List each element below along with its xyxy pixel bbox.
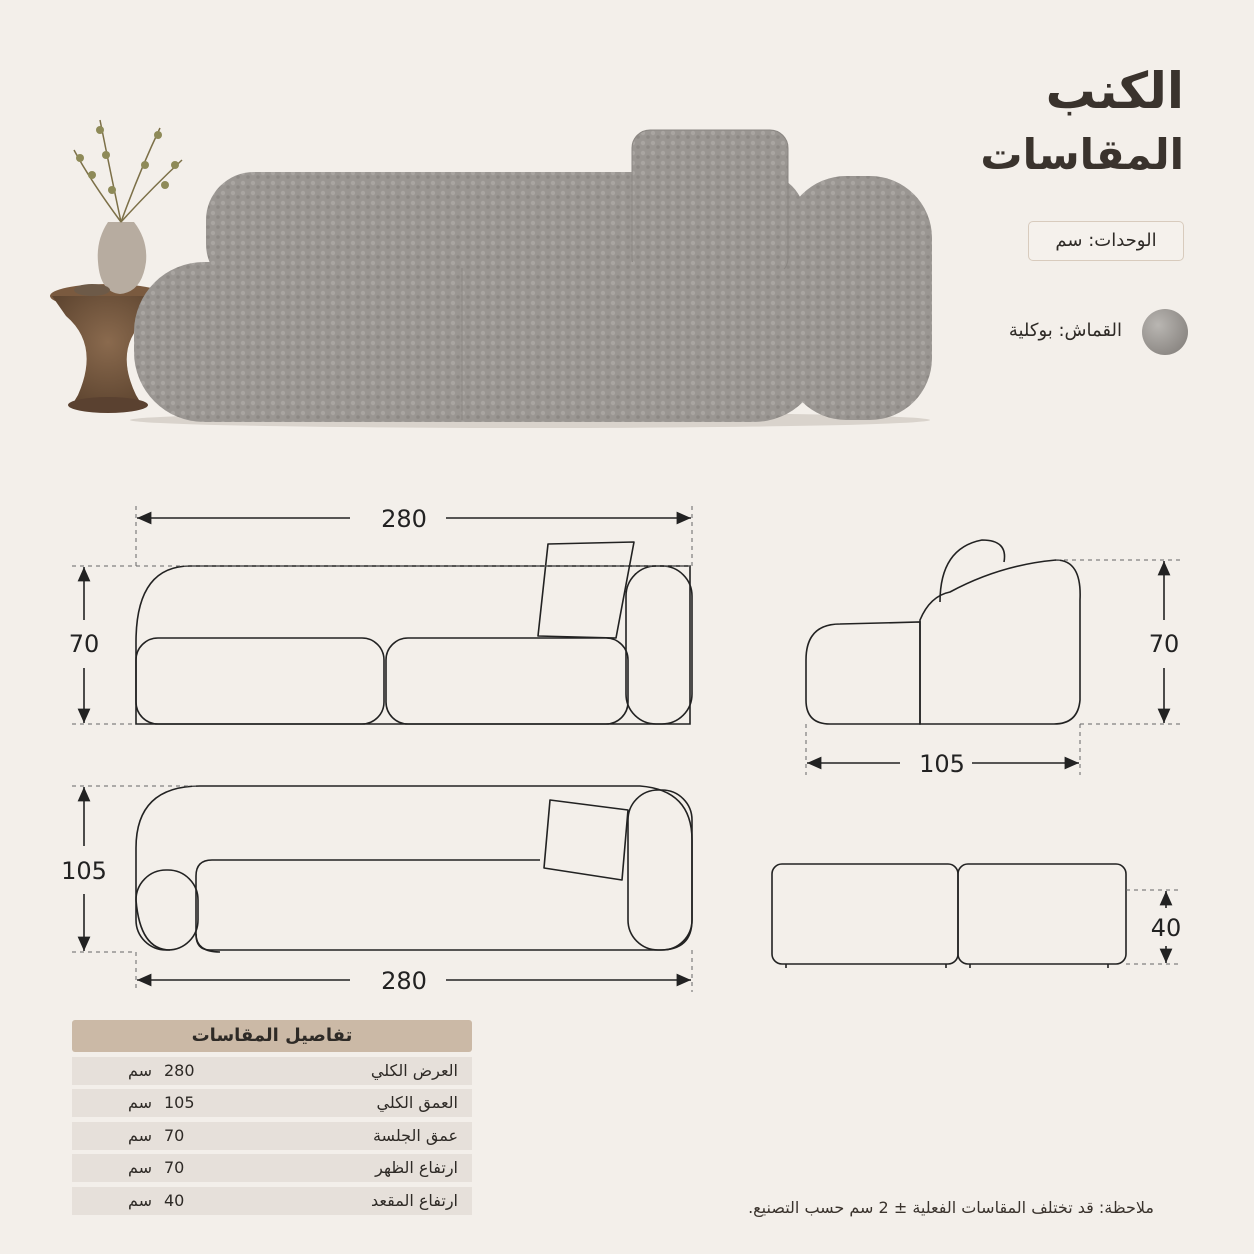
top-width-label: 280 bbox=[381, 967, 427, 995]
page-title: الكنب bbox=[1045, 62, 1184, 120]
seat-height-label: 40 bbox=[1150, 914, 1182, 942]
front-width-label: 280 bbox=[381, 505, 427, 533]
table-row bbox=[72, 1089, 472, 1117]
row-unit: سم bbox=[128, 1158, 153, 1177]
table-row bbox=[72, 1154, 472, 1182]
top-view-drawing bbox=[136, 786, 692, 952]
row-value: 105 bbox=[164, 1093, 195, 1112]
row-unit: سم bbox=[128, 1060, 153, 1080]
top-depth-label: 105 bbox=[61, 857, 107, 885]
row-value: 280 bbox=[164, 1060, 195, 1080]
row-unit: سم bbox=[128, 1093, 153, 1112]
fabric-swatch bbox=[1142, 309, 1188, 355]
row-value: 70 bbox=[164, 1125, 185, 1145]
row-label: العمق الكلي bbox=[376, 1093, 458, 1112]
front-height-label: 70 bbox=[68, 630, 100, 658]
row-label: ارتفاع المقعد bbox=[370, 1190, 458, 1210]
table-row bbox=[72, 1122, 472, 1150]
front-view-drawing bbox=[136, 542, 692, 724]
row-label: العرض الكلي bbox=[370, 1060, 458, 1080]
row-value: 40 bbox=[164, 1190, 185, 1210]
dimensions-table bbox=[72, 1020, 472, 1215]
page-subtitle: المقاسات bbox=[980, 130, 1184, 179]
table-row bbox=[72, 1057, 472, 1085]
table-row bbox=[72, 1187, 472, 1215]
side-height-label: 70 bbox=[1148, 630, 1180, 658]
row-label: ارتفاع الظهر bbox=[375, 1158, 458, 1177]
row-label: عمق الجلسة bbox=[372, 1125, 458, 1145]
row-value: 70 bbox=[164, 1158, 185, 1177]
seat-view-drawing bbox=[772, 864, 1126, 968]
footnote: ملاحظة: قد تختلف المقاسات الفعلية ± 2 سم حسب التصنيع. bbox=[748, 1198, 1154, 1217]
row-unit: سم bbox=[128, 1125, 153, 1145]
table-title: تفاصيل المقاسات bbox=[72, 1020, 472, 1052]
side-view-drawing bbox=[806, 540, 1080, 724]
fabric-label: القماش: بوكلية bbox=[1008, 320, 1122, 341]
side-depth-label: 105 bbox=[919, 750, 965, 778]
row-unit: سم bbox=[128, 1190, 153, 1210]
units-badge: الوحدات: سم bbox=[1028, 221, 1184, 261]
